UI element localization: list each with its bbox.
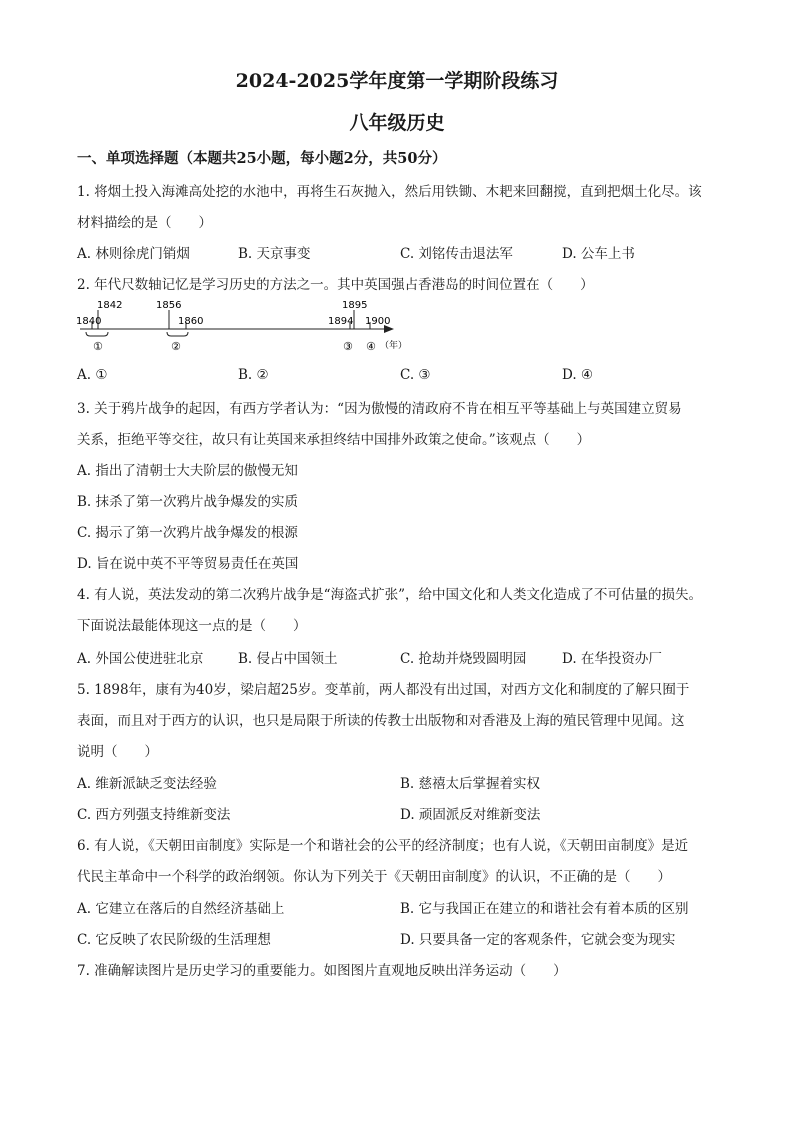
question-line: 7. 准确解读图片是历史学习的重要能力。如图图片直观地反映出洋务运动（ ） [77,963,567,979]
option-c[interactable]: C. ③ [400,367,431,383]
question-line: 4. 有人说，英法发动的第二次鸦片战争是“海盗式扩张”，给中国文化和人类文化造成了不可估量的损失。 [77,587,702,603]
question-line: 代民主革命中一个科学的政治纲领。你认为下列关于《天朝田亩制度》的认识，不正确的是（ ） [77,869,671,885]
unit-label: （年） [380,341,408,351]
year-label: 1856 [156,300,182,311]
option-d[interactable]: D. 只要具备一定的客观条件，它就会变为现实 [400,932,676,948]
option-a[interactable]: A. 指出了清朝士大夫阶层的傲慢无知 [77,463,298,479]
timeline-figure [70,296,410,358]
option-c[interactable]: C. 西方列强支持维新变法 [77,807,231,823]
question-line: 1. 将烟土投入海滩高处挖的水池中，再将生石灰抛入，然后用铁锄、木耙来回翻搅，直到把烟土化尽。该 [77,184,702,200]
year-label: 1860 [178,316,204,327]
option-b[interactable]: B. 慈禧太后掌握着实权 [400,776,541,792]
option-d[interactable]: D. 在华投资办厂 [562,651,662,667]
year-label: 1842 [97,300,123,311]
option-b[interactable]: B. 抹杀了第一次鸦片战争爆发的实质 [77,494,299,510]
page-subtitle: 八年级历史 [349,112,445,134]
year-label: 1900 [365,316,391,327]
option-c[interactable]: C. 刘铭传击退法军 [400,246,513,262]
marker-2: ② [171,340,181,353]
option-a[interactable]: A. 维新派缺乏变法经验 [77,776,217,792]
question-line: 2. 年代尺数轴记忆是学习历史的方法之一。其中英国强占香港岛的时间位置在（ ） [77,277,594,293]
option-a[interactable]: A. ① [77,367,108,383]
option-c[interactable]: C. 抢劫并烧毁圆明园 [400,651,527,667]
question-line: 材料描绘的是（ ） [77,215,212,231]
marker-1: ① [93,340,103,353]
option-a[interactable]: A. 外国公使进驻北京 [77,651,204,667]
question-line: 5. 1898年，康有为40岁，梁启超25岁。变革前，两人都没有出过国，对西方文化和制度的了解只囿于 [77,682,690,698]
option-b[interactable]: B. 它与我国正在建立的和谐社会有着本质的区别 [400,901,689,917]
option-a[interactable]: A. 林则徐虎门销烟 [77,246,190,262]
question-line: 表面，而且对于西方的认识，也只是局限于所读的传教士出版物和对香港及上海的殖民管理中见闻。这 [77,713,685,729]
question-line: 说明（ ） [77,744,158,760]
option-b[interactable]: B. ② [238,367,269,383]
option-c[interactable]: C. 它反映了农民阶级的生活理想 [77,932,271,948]
option-b[interactable]: B. 侵占中国领土 [238,651,338,667]
bracket-2 [167,332,188,336]
option-d[interactable]: D. ④ [562,367,594,383]
option-d[interactable]: D. 旨在说中英不平等贸易责任在英国 [77,556,299,572]
question-line: 6. 有人说，《天朝田亩制度》实际是一个和谐社会的公平的经济制度；也有人说，《天朝田亩制度》是近 [77,838,689,854]
option-a[interactable]: A. 它建立在落后的自然经济基础上 [77,901,285,917]
section-heading: 一、单项选择题（本题共25小题，每小题2分，共50分） [77,150,447,167]
year-label: 1894 [328,316,354,327]
question-line: 下面说法最能体现这一点的是（ ） [77,618,307,634]
option-c[interactable]: C. 揭示了第一次鸦片战争爆发的根源 [77,525,298,541]
marker-3: ③ [343,340,353,353]
question-line: 3. 关于鸦片战争的起因，有西方学者认为：“因为傲慢的清政府不肯在相互平等基础上与英国建立贸易 [77,401,682,417]
year-label: 1840 [76,316,102,327]
option-d[interactable]: D. 公车上书 [562,246,635,262]
marker-4: ④ [366,340,376,353]
page-title: 2024-2025学年度第一学期阶段练习 [235,70,559,92]
option-b[interactable]: B. 天京事变 [238,246,311,262]
option-d[interactable]: D. 顽固派反对维新变法 [400,807,541,823]
question-line: 关系，拒绝平等交往，故只有让英国来承担终结中国排外政策之使命。”该观点（ ） [77,432,591,448]
year-label: 1895 [342,300,368,311]
bracket-1 [86,332,108,336]
